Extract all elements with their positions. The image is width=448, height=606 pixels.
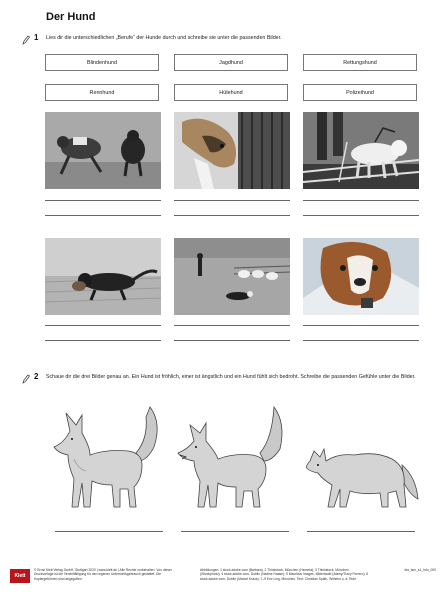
answer-line [174,325,290,326]
answer-line [174,215,290,216]
answer-line [174,200,290,201]
answer-line [45,200,161,201]
answer-line [303,200,419,201]
wolf-drawing-3 [306,403,424,513]
page-title: Der Hund [46,11,96,23]
footer-code: kla_tsm_s1_hdu_000 [404,568,436,572]
word-box-3: Rettungshund [303,54,417,71]
word-box-4: Rennhund [45,84,159,101]
word-box-5: Hütehund [174,84,288,101]
answer-line [174,340,290,341]
photo-guide-dog [303,112,419,189]
photo-sniffing-dog [174,112,290,189]
photo-st-bernard [303,238,419,315]
task-2-instruction: Schaue dir die drei Bilder genau an. Ein Hund ist fröhlich, einer ist ängstlich und ein Hund fühlt sich bedroht. Schreibe die passenden Gefühle unter die Bilder. [46,374,416,380]
klett-logo: Klett [10,569,30,583]
answer-line [45,215,161,216]
photo-racing-greyhounds [45,112,161,189]
answer-line [303,325,419,326]
word-box-1: Blindenhund [45,54,159,71]
answer-line [307,531,415,532]
photo-hunting-dog [45,238,161,315]
wolf-drawing-1 [50,403,168,513]
answer-line [181,531,289,532]
answer-line [45,325,161,326]
answer-line [45,340,161,341]
pencil-icon [22,35,30,45]
answer-line [303,340,419,341]
photo-herding-dog [174,238,290,315]
word-box-6: Polizeihund [303,84,417,101]
task-1-instruction: Lies dir die unterschiedlichen „Berufe“ der Hunde durch und schreibe sie unter die passenden Bilder. [46,35,282,41]
answer-line [303,215,419,216]
task-1-number: 1 [34,33,39,42]
pencil-icon [22,374,30,384]
answer-line [55,531,163,532]
word-box-2: Jagdhund [174,54,288,71]
task-2-number: 2 [34,372,39,381]
wolf-drawing-2 [176,403,294,513]
footer-copyright: © Ernst Klett Verlag GmbH, Stuttgart 2020 | www.klett.de | Alle Rechte vorbehalten. Von dieser Druckvorlage ist die Vervielfältigung für den eigenen Unterrichtsgebrauch gestattet. Die Kopiergebühren sind abgegolten. [34,568,172,581]
footer-credits: Abbildungen: 1 stock.adobe.com (Barbara), 2 Thinkstock, München (Hemera); 3 Thinkstock, München (iStockphoto); 4 stock.adobe.com, Dublin (Nadine Haase); 5 Mauritius Images, Mittenwald (Alamy/Tracy Ferrero); 6 stock.adobe.com, Dublin (Marcel Kraus); 7–9 Eric Ling, München. Text: Christian Späth, Wilhelm u. a. Ruhr [200,568,369,581]
